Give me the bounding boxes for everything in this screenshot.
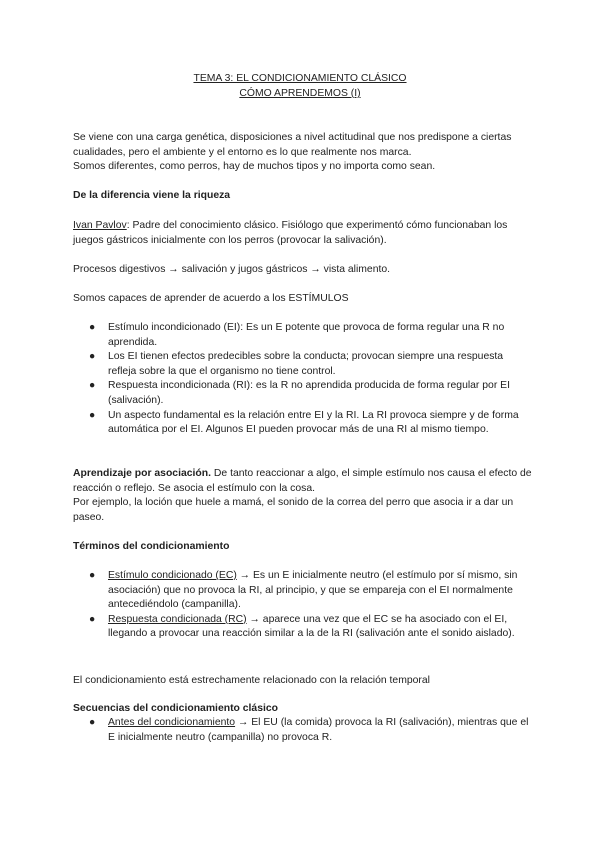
list-item (73, 569, 533, 613)
term-label: Estímulo condicionado (EC) (108, 570, 237, 581)
term-text: → El EU (la comida) provoca la RI (salivación), mientras que el E inicialmente neutro (campanilla) no provoca R. (108, 717, 529, 743)
list-item (73, 409, 533, 438)
bullet-icon: ● (89, 380, 96, 392)
heading-terminos: Términos del condicionamiento (73, 541, 230, 552)
list-item-text: Respuesta incondicionada (RI): es la R no aprendida producida de forma regular por EI (salivación). (108, 380, 511, 406)
list-item (73, 350, 533, 379)
heading-riqueza: De la diferencia viene la riqueza (73, 190, 231, 201)
list-item (73, 321, 533, 350)
list-item-text: Un aspecto fundamental es la relación entre EI y la RI. La RI provoca siempre y de forma automática por el EI. Algunos EI pueden provocar más de una RI al mismo tiempo. (108, 409, 519, 436)
secuencias-list (73, 716, 533, 745)
list-item (73, 379, 533, 408)
list-item-text: Los EI tienen efectos predecibles sobre la conducta; provocan siempre una respuesta refleja sobre la que el organismo no tiene control. (108, 351, 504, 377)
intro-paragraph-2: Somos diferentes, como perros, hay de muchos tipos y no importa como sean. (73, 161, 436, 172)
term-label: Respuesta condicionada (RC) (108, 613, 247, 625)
bullet-icon: ● (89, 409, 96, 421)
procesos-paragraph: Procesos digestivos → salivación y jugos gástricos → vista alimento. (73, 264, 391, 275)
pavlov-paragraph (73, 219, 533, 248)
list-item (73, 716, 533, 745)
bullet-icon: ● (89, 570, 96, 581)
pavlov-text: : Padre del conocimiento clásico. Fisiólogo que experimentó cómo funcionaban los juegos gástricos inicialmente con los perros (provocar la salivación). (73, 220, 508, 246)
list-item-text: Estímulo incondicionado (EI): Es un E potente que provoca de forma regular una R no aprendida. (108, 322, 505, 348)
aprendizaje-text: De tanto reaccionar a algo, el simple estímulo nos causa el efecto de reacción o reflejo. Se asocia el estímulo con la cosa. (73, 468, 532, 494)
term-text: → aparece una vez que el EC se ha asociado con el EI, llegando a provocar una reacción similar a la de la RI (salivación ante el sonido aislado). (108, 613, 515, 640)
aprendizaje-example: Por ejemplo, la loción que huele a mamá, el sonido de la correa del perro que asocia ir a dar un paseo. (73, 497, 514, 523)
bullet-icon: ● (89, 322, 96, 333)
term-text: → Es un E inicialmente neutro (el estímulo por sí mismo, sin asociación) que no provoca la RI, al principio, y que se empareja con el EI normalmente antecediéndolo (campanilla). (108, 570, 518, 611)
title-line-1: TEMA 3: EL CONDICIONAMIENTO CLÁSICO (193, 73, 407, 84)
term-label: Antes del condicionamiento (108, 717, 236, 728)
heading-secuencias: Secuencias del condicionamiento clásico (73, 703, 278, 714)
bullet-icon: ● (89, 613, 96, 625)
estimulos-list (73, 321, 533, 438)
aprendizaje-paragraph (73, 467, 533, 496)
bullet-icon: ● (89, 351, 96, 363)
bullet-icon: ● (89, 717, 96, 728)
relacion-paragraph: El condicionamiento está estrechamente relacionado con la relación temporal (73, 675, 430, 686)
list-item (73, 613, 533, 642)
estimulos-intro: Somos capaces de aprender de acuerdo a los ESTÍMULOS (73, 293, 349, 304)
intro-paragraph-1: Se viene con una carga genética, disposiciones a nivel actitudinal que nos predispone a ciertas cualidades, pero el ambiente y el entorno es lo que realmente nos marca. (73, 132, 512, 158)
terminos-list (73, 569, 533, 642)
pavlov-name: Ivan Pavlov (73, 220, 127, 231)
title-line-2: CÓMO APRENDEMOS (I) (239, 88, 361, 99)
aprendizaje-bold: Aprendizaje por asociación. (73, 468, 212, 479)
